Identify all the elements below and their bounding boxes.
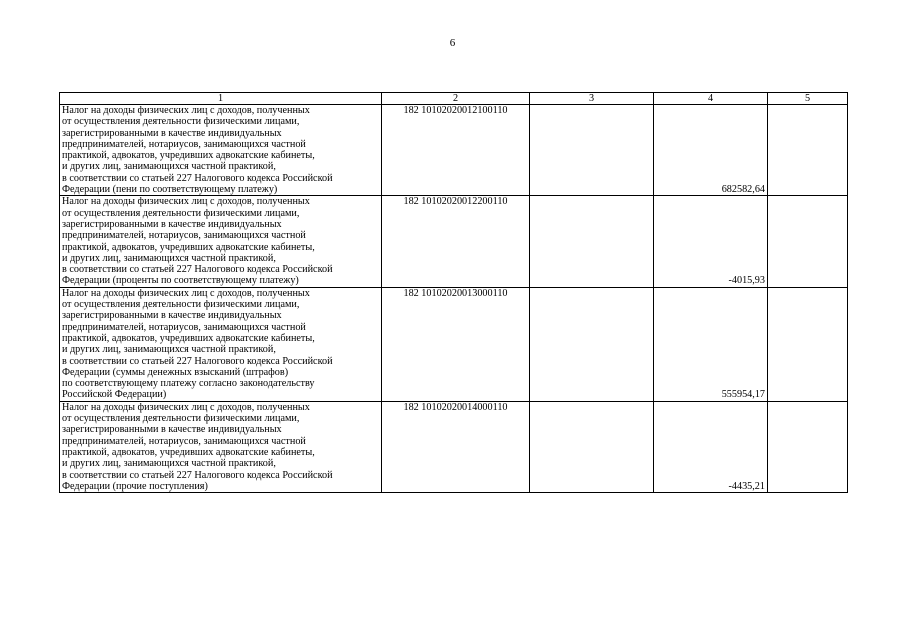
table-header (60, 93, 848, 105)
table-body (60, 105, 848, 493)
table-row (60, 196, 848, 287)
budget-table (59, 92, 848, 493)
amount-cell: -4435,21 (654, 401, 768, 492)
header-col-1: 1 (60, 93, 382, 105)
classification-code-cell: 182 10102020012200110 (382, 196, 530, 287)
col3-cell (530, 287, 654, 401)
col5-cell (768, 287, 848, 401)
amount-cell: 555954,17 (654, 287, 768, 401)
header-row (60, 93, 848, 105)
col5-cell (768, 105, 848, 196)
col5-cell (768, 196, 848, 287)
col5-cell (768, 401, 848, 492)
col3-cell (530, 105, 654, 196)
amount-cell: -4015,93 (654, 196, 768, 287)
income-name-cell: Налог на доходы физических лиц с доходов, полученных от осуществления деятельности физическими лицами, зарегистрированными в качестве индивидуальных предпринимателей, нотариусов, занимающихся частной практикой, адвокатов, учредивших адвокатские кабинеты, и других лиц, занимающихся частной практикой, в соответствии со статьей 227 Налогового кодекса Российской Федерации (суммы денежных взысканий (штрафов) по соответствующему платежу согласно законодательству Российской Федерации) (60, 287, 382, 401)
table-row (60, 105, 848, 196)
col3-cell (530, 196, 654, 287)
classification-code-cell: 182 10102020014000110 (382, 401, 530, 492)
income-name-cell: Налог на доходы физических лиц с доходов, полученных от осуществления деятельности физическими лицами, зарегистрированными в качестве индивидуальных предпринимателей, нотариусов, занимающихся частной практикой, адвокатов, учредивших адвокатские кабинеты, и других лиц, занимающихся частной практикой, в соответствии со статьей 227 Налогового кодекса Российской Федерации (пени по соответствующему платежу) (60, 105, 382, 196)
income-name-cell: Налог на доходы физических лиц с доходов, полученных от осуществления деятельности физическими лицами, зарегистрированными в качестве индивидуальных предпринимателей, нотариусов, занимающихся частной практикой, адвокатов, учредивших адвокатские кабинеты, и других лиц, занимающихся частной практикой, в соответствии со статьей 227 Налогового кодекса Российской Федерации (проценты по соответствующему платежу) (60, 196, 382, 287)
classification-code-cell: 182 10102020013000110 (382, 287, 530, 401)
table-row (60, 401, 848, 492)
classification-code-cell: 182 10102020012100110 (382, 105, 530, 196)
amount-cell: 682582,64 (654, 105, 768, 196)
header-col-3: 3 (530, 93, 654, 105)
page-number: 6 (449, 37, 456, 49)
header-col-2: 2 (382, 93, 530, 105)
col3-cell (530, 401, 654, 492)
header-col-5: 5 (768, 93, 848, 105)
header-col-4: 4 (654, 93, 768, 105)
income-name-cell: Налог на доходы физических лиц с доходов, полученных от осуществления деятельности физическими лицами, зарегистрированными в качестве индивидуальных предпринимателей, нотариусов, занимающихся частной практикой, адвокатов, учредивших адвокатские кабинеты, и других лиц, занимающихся частной практикой, в соответствии со статьей 227 Налогового кодекса Российской Федерации (прочие поступления) (60, 401, 382, 492)
table-row (60, 287, 848, 401)
